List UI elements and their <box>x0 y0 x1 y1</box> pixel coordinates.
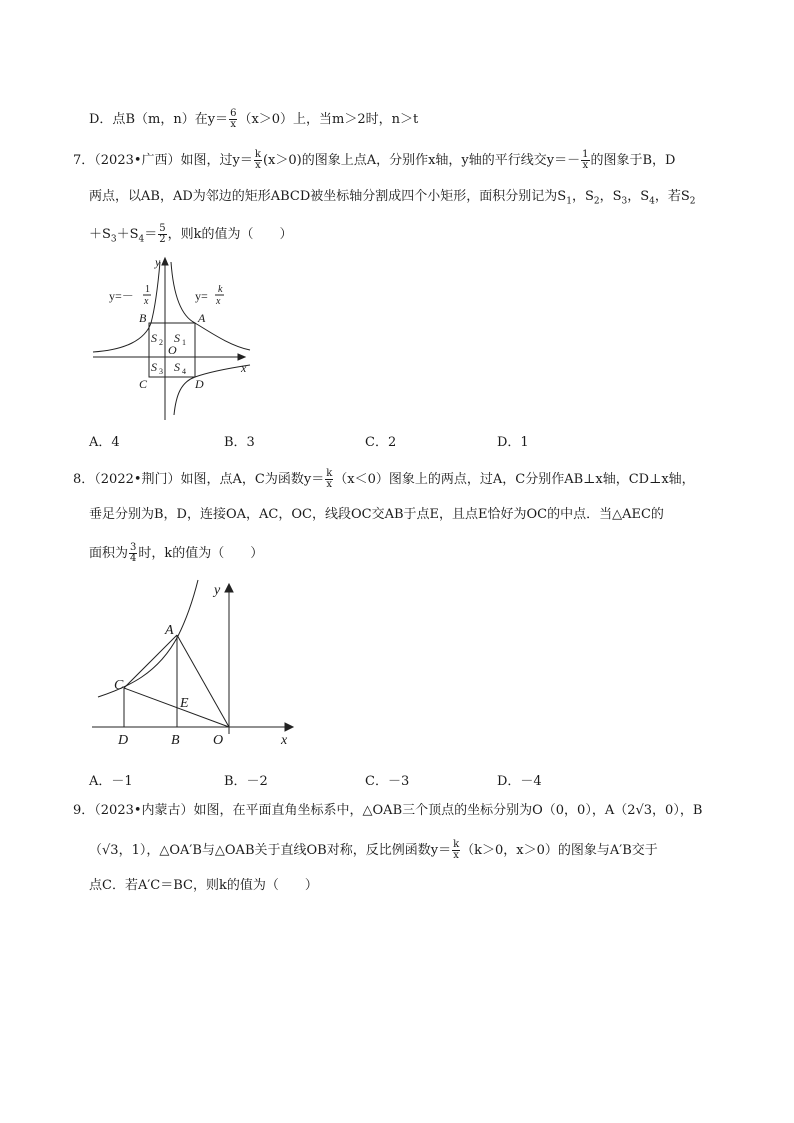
fraction: $\frac{3}{4}$ <box>130 542 137 564</box>
q7-option-b[interactable]: B．3 <box>224 435 255 450</box>
left-curve-label: y=－ <box>109 289 134 303</box>
s2-label: S <box>151 331 157 345</box>
q7-option-a[interactable]: A．4 <box>89 435 120 450</box>
x-axis-label: x <box>281 733 288 748</box>
label-den: x <box>144 296 149 307</box>
point-e-label: E <box>180 696 189 711</box>
q8-option-a[interactable]: A．－1 <box>89 774 133 789</box>
q8-option-d[interactable]: D．－4 <box>497 774 542 789</box>
q7-figure <box>85 250 260 422</box>
point-d-label: D <box>118 733 129 748</box>
q7-option-c[interactable]: C．2 <box>365 435 397 450</box>
s3-label: S <box>151 360 157 374</box>
q8-line2: 垂足分别为B，D，连接OA，AC，OC，线段OC交AB于点E，且点E恰好为OC的中点．当△AEC的 <box>89 507 664 522</box>
fraction: $\frac{1}{x}$ <box>582 149 589 171</box>
q6-option-d: D．点B（m，n）在y＝ $\frac{6}{x}$ （x＞0）上，当m＞2时，n＞t <box>89 108 419 130</box>
s3-sub: 3 <box>159 367 163 376</box>
point-b-label: B <box>171 733 180 748</box>
fraction: $\frac{5}{2}$ <box>159 223 166 245</box>
s2-sub: 2 <box>159 338 163 347</box>
q9-line1: 9．（2023•内蒙古）如图，在平面直角坐标系中，△OAB三个顶点的坐标分别为O（0，0），A（2√3，0），B <box>73 803 703 818</box>
label-den: x <box>216 296 221 307</box>
right-curve-label: y= <box>195 289 208 303</box>
curve-hyperbola <box>98 580 198 697</box>
point-a-label: A <box>165 623 174 638</box>
origin-label: O <box>213 733 224 748</box>
y-axis-arrow <box>225 584 233 592</box>
y-axis-label: y <box>155 255 161 269</box>
q8-line3: 面积为 $\frac{3}{4}$ 时，k的值为（ ） <box>89 542 264 564</box>
q9-line2: （√3，1），△OA′B与△OAB关于直线OB对称，反比例函数y＝ $\frac{k}{x}$ （k＞0，x＞0）的图象与A′B交于 <box>89 839 658 861</box>
label-num: k <box>218 284 223 295</box>
q7-line1: 7．（2023•广西）如图，过y＝ $\frac{k}{x}$ (x＞0)的图象上点A，分别作x轴，y轴的平行线交y＝－ $\frac{1}{x}$ 的图象于B，D <box>73 149 676 171</box>
point-b-label: B <box>139 311 147 325</box>
fraction: $\frac{k}{x}$ <box>453 839 460 861</box>
x-axis-arrow <box>285 723 293 731</box>
point-c-label: C <box>114 678 124 693</box>
point-a-label: A <box>198 311 206 325</box>
origin-label: O <box>168 343 177 357</box>
y-axis-label: y <box>214 583 221 598</box>
curve-left-branch <box>93 262 160 352</box>
curve-right-upper <box>171 262 250 350</box>
q8-option-c[interactable]: C．－3 <box>365 774 410 789</box>
x-axis-arrow <box>238 354 245 360</box>
y-axis-arrow <box>162 258 168 265</box>
q7-line3: $+S_3+S_4=$ $\frac{5}{2}$ ，则k的值为（ ） <box>89 223 293 245</box>
q7-options <box>89 431 689 449</box>
s4-sub: 4 <box>182 367 186 376</box>
label-num: 1 <box>145 284 150 295</box>
q7-option-d[interactable]: D．1 <box>497 435 529 450</box>
fraction: $\frac{k}{x}$ <box>326 468 333 490</box>
segment-oa <box>177 635 229 727</box>
fraction: $\frac{k}{x}$ <box>254 149 261 171</box>
x-axis-label: x <box>241 361 247 375</box>
point-d-label: D <box>195 377 204 391</box>
q8-option-b[interactable]: B．－2 <box>224 774 268 789</box>
point-c-label: C <box>139 377 148 391</box>
q8-options <box>89 770 689 788</box>
s4-label: S <box>174 360 180 374</box>
segment-ac <box>124 635 177 688</box>
s1-label: S <box>174 331 180 345</box>
q9-line3: 点C．若A′C＝BC，则k的值为（ ） <box>89 878 318 893</box>
q8-figure <box>88 574 300 752</box>
s1-sub: 1 <box>182 338 186 347</box>
q8-line1: 8．（2022•荆门）如图，点A，C为函数y＝ $\frac{k}{x}$ （x＜0）图象上的两点，过A，C分别作AB⊥x轴，CD⊥x轴， <box>73 468 695 490</box>
fraction: $\frac{6}{x}$ <box>230 108 237 130</box>
q7-line2: 两点，以AB，AD为邻边的矩形ABCD被坐标轴分割成四个小矩形，面积分别记为$S_1$，$S_2$，$S_3$，$S_4$，若$S_2$ <box>89 189 696 207</box>
